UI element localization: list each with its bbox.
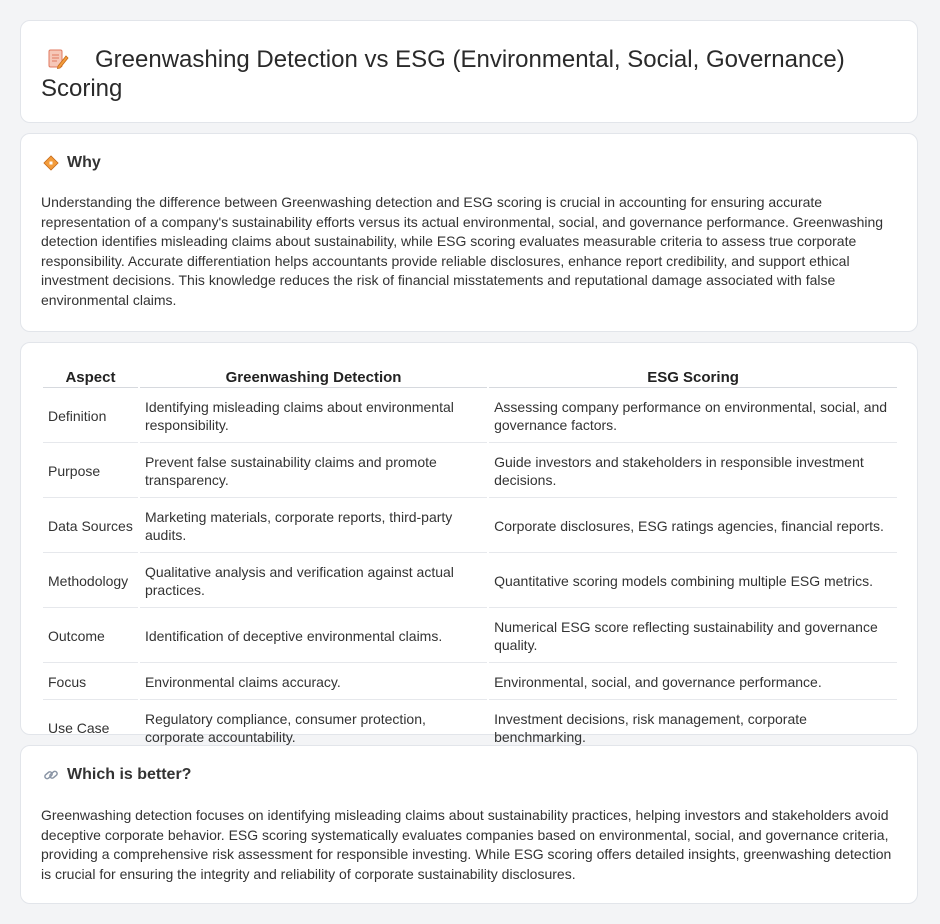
row-aspect: Definition: [43, 390, 138, 443]
row-esg: Corporate disclosures, ESG ratings agencies, financial reports.: [489, 500, 897, 553]
table-row: [43, 500, 897, 553]
which-better-heading: [43, 766, 191, 784]
row-esg: Quantitative scoring models combining multiple ESG metrics.: [489, 555, 897, 608]
table-row: [43, 555, 897, 608]
row-aspect: Purpose: [43, 445, 138, 498]
diamond-sign-icon: [43, 155, 59, 171]
row-aspect: Use Case: [43, 702, 138, 755]
page-title: [41, 45, 891, 103]
why-section: [20, 133, 918, 332]
table-row: [43, 610, 897, 663]
row-greenwashing: Qualitative analysis and verification against actual practices.: [140, 555, 487, 608]
row-esg: Numerical ESG score reflecting sustainability and governance quality.: [489, 610, 897, 663]
row-aspect: Data Sources: [43, 500, 138, 553]
table-header-row: [43, 365, 897, 388]
table-row: [43, 665, 897, 700]
why-heading-text: Why: [67, 154, 101, 171]
table-row: [43, 445, 897, 498]
comparison-card: [20, 342, 918, 745]
document-pencil-icon: [47, 48, 69, 70]
header-greenwashing: Greenwashing Detection: [140, 365, 487, 388]
row-greenwashing: Environmental claims accuracy.: [140, 665, 487, 700]
why-body: Understanding the difference between Greenwashing detection and ESG scoring is crucial in accounting for ensuring accurate representation of a company's sustainability efforts versus its actual environmental, social, and governance performance. Greenwashing detection identifies misleading claims about sustainability, while ESG scoring evaluates measurable criteria to assess true corporate responsibility. Accurate differentiation helps accountants provide reliable disclosures, enhance report credibility, and support ethical investment decisions. This knowledge reduces the risk of financial misstatements and reputational damage associated with false environmental claims.: [41, 194, 884, 308]
link-icon: [43, 767, 59, 783]
row-greenwashing: Prevent false sustainability claims and promote transparency.: [140, 445, 487, 498]
title-card: [20, 20, 918, 123]
table-row: [43, 390, 897, 443]
row-greenwashing: Identifying misleading claims about environmental responsibility.: [140, 390, 487, 443]
row-greenwashing: Identification of deceptive environmental claims.: [140, 610, 487, 663]
row-greenwashing: Marketing materials, corporate reports, third-party audits.: [140, 500, 487, 553]
row-esg: Guide investors and stakeholders in responsible investment decisions.: [489, 445, 897, 498]
comparison-table: [41, 363, 899, 757]
row-esg: Environmental, social, and governance performance.: [489, 665, 897, 700]
row-aspect: Methodology: [43, 555, 138, 608]
row-aspect: Outcome: [43, 610, 138, 663]
page-title-text: Greenwashing Detection vs ESG (Environmental, Social, Governance) Scoring: [41, 46, 845, 102]
which-better-section: [20, 745, 918, 904]
row-greenwashing: Regulatory compliance, consumer protection, corporate accountability.: [140, 702, 487, 755]
row-aspect: Focus: [43, 665, 138, 700]
row-esg: Investment decisions, risk management, corporate benchmarking.: [489, 702, 897, 755]
header-aspect: Aspect: [43, 365, 138, 388]
header-esg: ESG Scoring: [489, 365, 897, 388]
which-better-body: Greenwashing detection focuses on identifying misleading claims about sustainability practices, helping investors and stakeholders avoid deceptive corporate behavior. ESG scoring systematically evaluates companies based on environmental, social, and governance criteria, providing a comprehensive risk assessment for responsible investing. While ESG scoring offers detailed insights, greenwashing detection is crucial for ensuring the integrity and reliability of corporate sustainability disclosures.: [41, 807, 892, 882]
which-better-heading-text: Which is better?: [67, 766, 192, 783]
row-esg: Assessing company performance on environmental, social, and governance factors.: [489, 390, 897, 443]
why-heading: [43, 154, 101, 172]
